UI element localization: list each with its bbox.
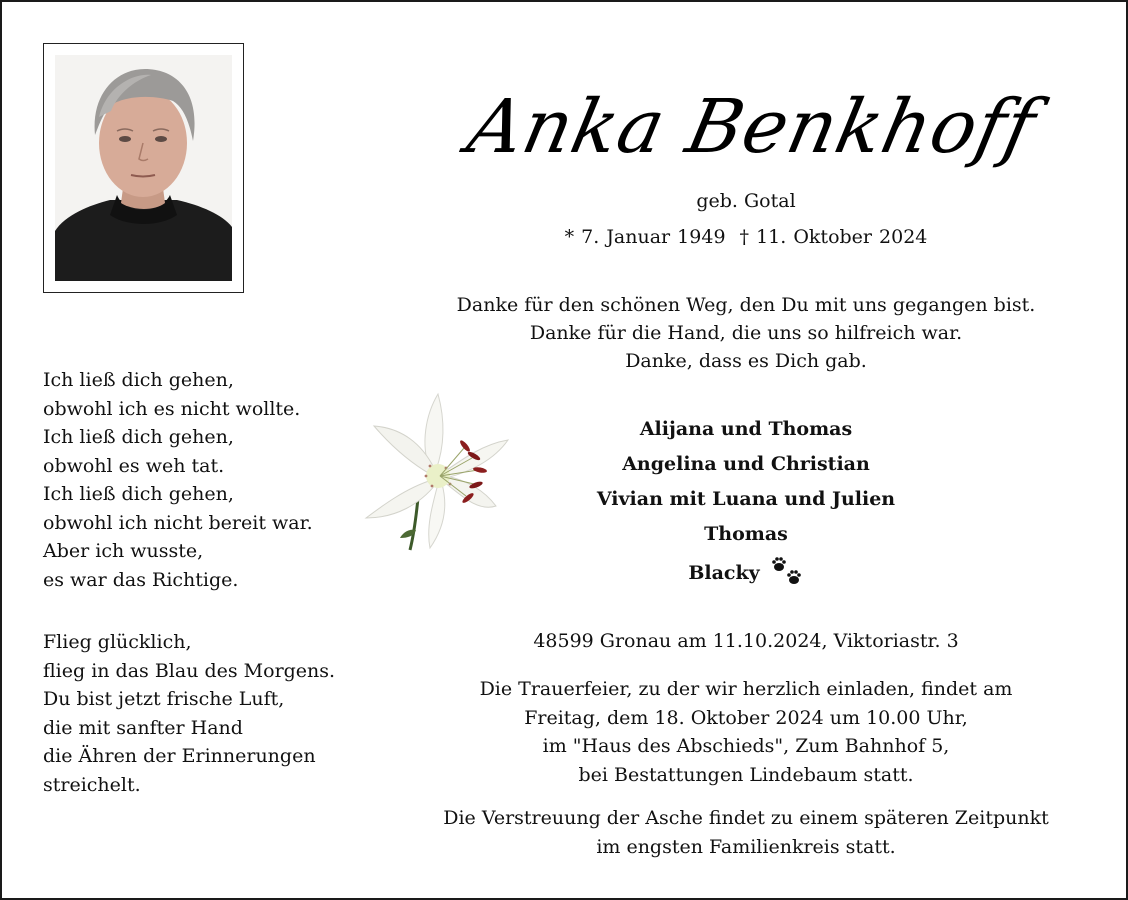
poem-second-stanza <box>43 628 335 799</box>
ceremony-line: bei Bestattungen Lindebaum statt. <box>578 763 914 786</box>
mourner-name: Angelina und Christian <box>622 453 870 475</box>
mourner-name: Vivian mit Luana und Julien <box>596 488 896 510</box>
ash-scattering-note <box>406 804 1086 861</box>
mourners-list <box>546 412 946 596</box>
birth-date: * 7. Januar 1949 <box>564 226 726 248</box>
funeral-invitation <box>406 675 1086 789</box>
portrait-photo <box>55 55 232 281</box>
ceremony-line: im "Haus des Abschieds", Zum Bahnhof 5, <box>542 735 950 757</box>
paw-print-icon <box>770 556 804 600</box>
mourner-pet-line <box>546 552 946 596</box>
poem-line: Ich ließ dich gehen, <box>43 483 234 505</box>
photo-frame <box>43 43 244 293</box>
poem-line: flieg in das Blau des Morgens. <box>43 659 336 682</box>
poem-line: Ich ließ dich gehen, <box>43 426 234 448</box>
thanks-verse <box>406 291 1086 375</box>
mourner-name: Blacky <box>688 562 760 584</box>
ashes-line: Die Verstreuung der Asche findet zu einem späteren Zeitpunkt <box>443 807 1049 829</box>
thanks-line: Danke für den schönen Weg, den Du mit uns gegangen bist. <box>456 294 1036 316</box>
death-date: † 11. Oktober 2024 <box>739 226 928 248</box>
birth-name: geb. Gotal <box>696 190 796 212</box>
deceased-name: Anka Benkhoff <box>460 84 1044 170</box>
thanks-line: Danke, dass es Dich gab. <box>625 350 867 372</box>
poem-line: Aber ich wusste, <box>43 540 204 562</box>
lily-icon <box>360 388 525 554</box>
place-and-date: 48599 Gronau am 11.10.2024, Viktoriastr. 3 <box>533 630 959 652</box>
poem-line: streichelt. <box>43 773 141 796</box>
poem-line: die Ähren der Erinnerungen <box>43 745 316 767</box>
poem-first-stanza <box>43 366 313 594</box>
ashes-line: im engsten Familienkreis statt. <box>596 835 896 858</box>
ceremony-line: Die Trauerfeier, zu der wir herzlich einladen, findet am <box>479 678 1013 700</box>
life-dates <box>496 226 996 248</box>
mourner-name: Alijana und Thomas <box>639 418 853 440</box>
mourner-name: Thomas <box>704 523 788 545</box>
poem-line: Flieg glücklich, <box>43 631 192 653</box>
ceremony-line: Freitag, dem 18. Oktober 2024 um 10.00 Uhr, <box>524 706 968 729</box>
poem-line: die mit sanfter Hand <box>43 716 243 739</box>
poem-line: obwohl ich nicht bereit war. <box>43 511 313 534</box>
poem-line: obwohl es weh tat. <box>43 454 225 477</box>
poem-line: Du bist jetzt frische Luft, <box>43 688 285 710</box>
poem-line: es war das Richtige. <box>43 568 239 591</box>
poem-line: obwohl ich es nicht wollte. <box>43 397 301 420</box>
thanks-line: Danke für die Hand, die uns so hilfreich war. <box>529 322 963 344</box>
poem-line: Ich ließ dich gehen, <box>43 369 234 391</box>
